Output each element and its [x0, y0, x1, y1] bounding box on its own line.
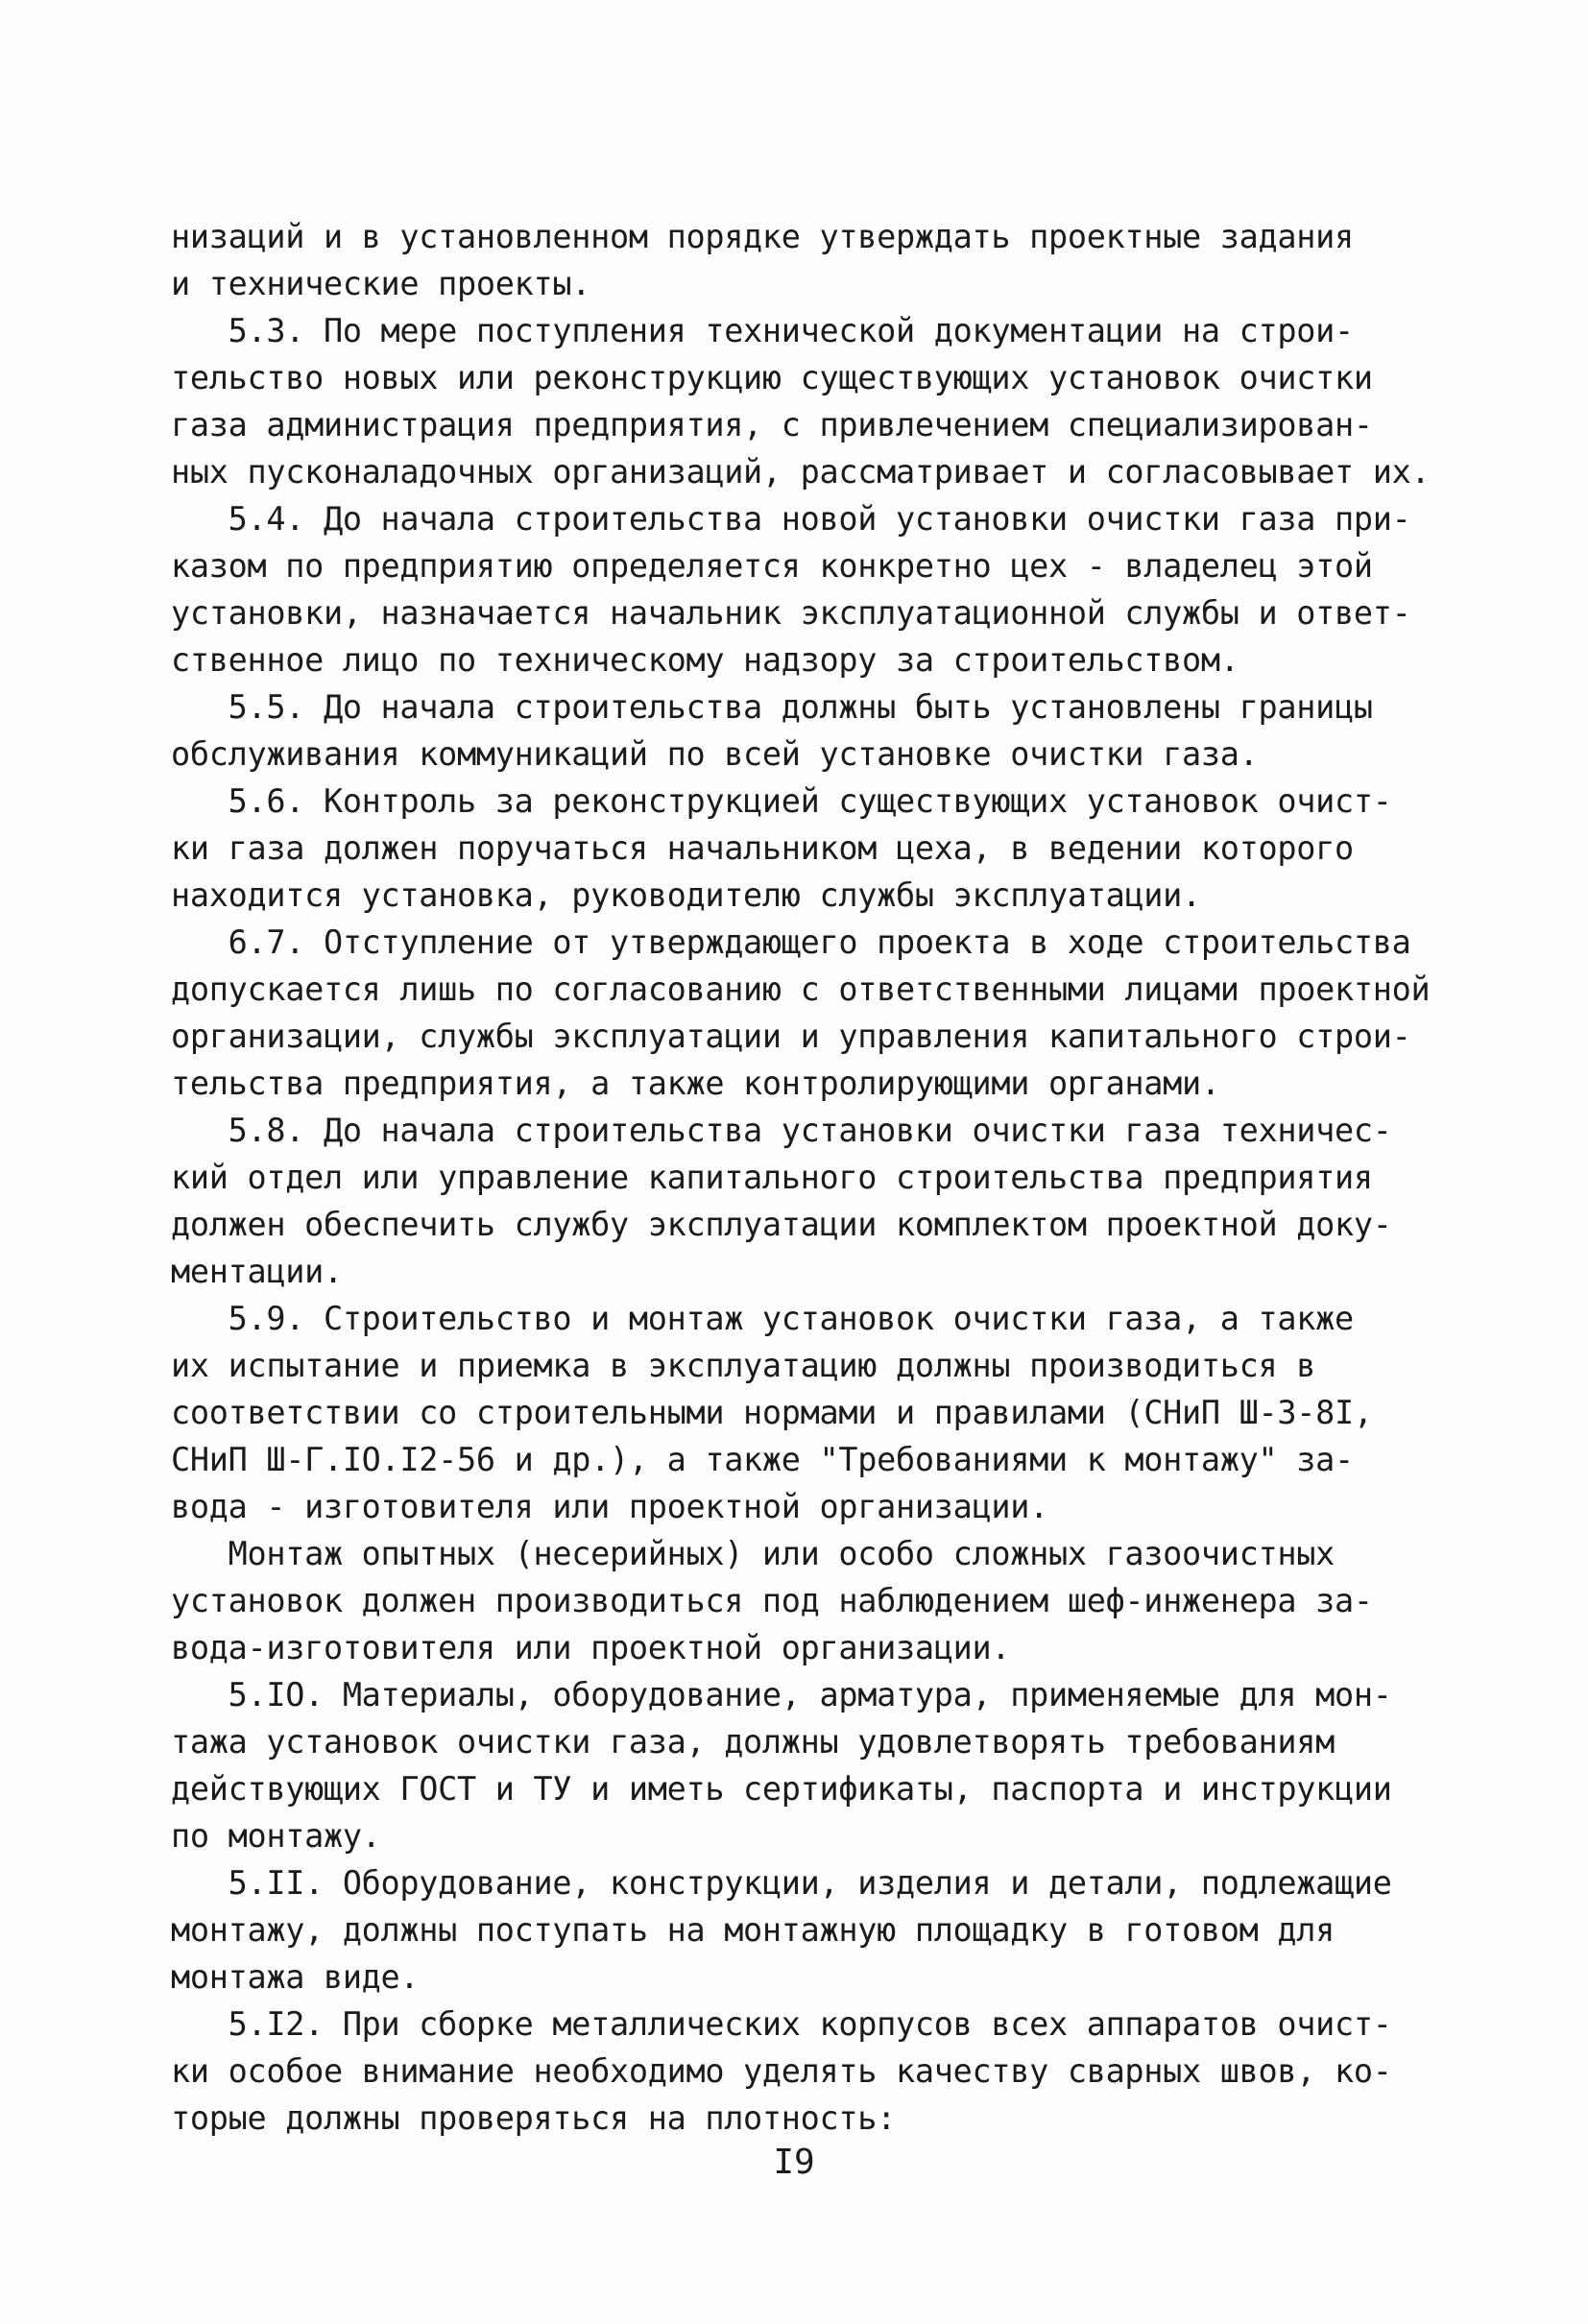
- text-line: установок должен производиться под наблюдением шеф-инженера за-: [171, 1582, 1373, 1619]
- text-line: их испытание и приемка в эксплуатацию должны производиться в: [171, 1347, 1316, 1384]
- text-line: 5.IO. Материалы, оборудование, арматура, применяемые для мон-: [171, 1676, 1392, 1713]
- text-line: 5.6. Контроль за реконструкцией существующих установок очист-: [171, 782, 1392, 820]
- text-line: ственное лицо по техническому надзору за строительством.: [171, 641, 1239, 679]
- text-line: обслуживания коммуникаций по всей установке очистки газа.: [171, 735, 1259, 773]
- text-line: вода-изготовителя или проектной организации.: [171, 1629, 1011, 1666]
- page-number: I9: [773, 2143, 815, 2182]
- text-line: 5.8. До начала строительства установки очистки газа техничес-: [171, 1112, 1392, 1149]
- text-line: должен обеспечить службу эксплуатации комплектом проектной доку-: [171, 1206, 1392, 1243]
- text-line: тельства предприятия, а также контролирующими органами.: [171, 1065, 1220, 1102]
- text-line: соответствии со строительными нормами и правилами (СНиП Ш-3-8I,: [171, 1394, 1373, 1431]
- text-line: тельство новых или реконструкцию существующих установок очистки: [171, 359, 1373, 396]
- text-line: ки особое внимание необходимо уделять качеству сварных швов, ко-: [171, 2052, 1392, 2090]
- text-line: кий отдел или управление капитального строительства предприятия: [171, 1159, 1373, 1196]
- text-line: низаций и в установленном порядке утверждать проектные задания: [171, 218, 1354, 255]
- text-line: действующих ГОСТ и ТУ и иметь сертификаты, паспорта и инструкции: [171, 1770, 1392, 1808]
- text-line: ментации.: [171, 1253, 343, 1290]
- text-line: СНиП Ш-Г.IO.I2-56 и др.), а также "Требованиями к монтажу" за-: [171, 1441, 1354, 1478]
- text-line: установки, назначается начальник эксплуатационной службы и ответ-: [171, 594, 1411, 632]
- text-line: монтажу, должны поступать на монтажную площадку в готовом для: [171, 1911, 1335, 1949]
- text-line: организации, службы эксплуатации и управления капитального строи-: [171, 1018, 1411, 1055]
- text-line: 5.5. До начала строительства должны быть установлены границы: [171, 688, 1373, 726]
- text-line: 6.7. Отступление от утверждающего проекта в ходе строительства: [171, 923, 1411, 961]
- text-line: 5.I2. При сборке металлических корпусов всех аппаратов очист-: [171, 2005, 1392, 2043]
- text-line: газа администрация предприятия, с привлечением специализирован-: [171, 406, 1373, 443]
- text-line: 5.9. Строительство и монтаж установок очистки газа, а также: [171, 1300, 1354, 1337]
- text-line: находится установка, руководителю службы эксплуатации.: [171, 876, 1201, 914]
- text-line: 5.II. Оборудование, конструкции, изделия и детали, подлежащие: [171, 1864, 1392, 1902]
- text-line: казом по предприятию определяется конкретно цех - владелец этой: [171, 547, 1373, 585]
- text-line: вода - изготовителя или проектной организации.: [171, 1488, 1048, 1525]
- text-line: по монтажу.: [171, 1817, 381, 1855]
- text-line: и технические проекты.: [171, 265, 591, 302]
- text-line: торые должны проверяться на плотность:: [171, 2099, 897, 2137]
- text-line: 5.3. По мере поступления технической документации на строи-: [171, 312, 1354, 349]
- text-line: ных пусконаладочных организаций, рассматривает и согласовывает их.: [171, 453, 1431, 491]
- text-line: тажа установок очистки газа, должны удовлетворять требованиям: [171, 1723, 1335, 1761]
- text-line: ки газа должен поручаться начальником цеха, в ведении которого: [171, 829, 1354, 867]
- text-line: 5.4. До начала строительства новой установки очистки газа при-: [171, 500, 1411, 538]
- text-line: монтажа виде.: [171, 1958, 420, 1996]
- text-line: Монтаж опытных (несерийных) или особо сложных газоочистных: [171, 1535, 1335, 1572]
- text-line: допускается лишь по согласованию с ответственными лицами проектной: [171, 970, 1431, 1008]
- document-body: [171, 213, 1457, 2142]
